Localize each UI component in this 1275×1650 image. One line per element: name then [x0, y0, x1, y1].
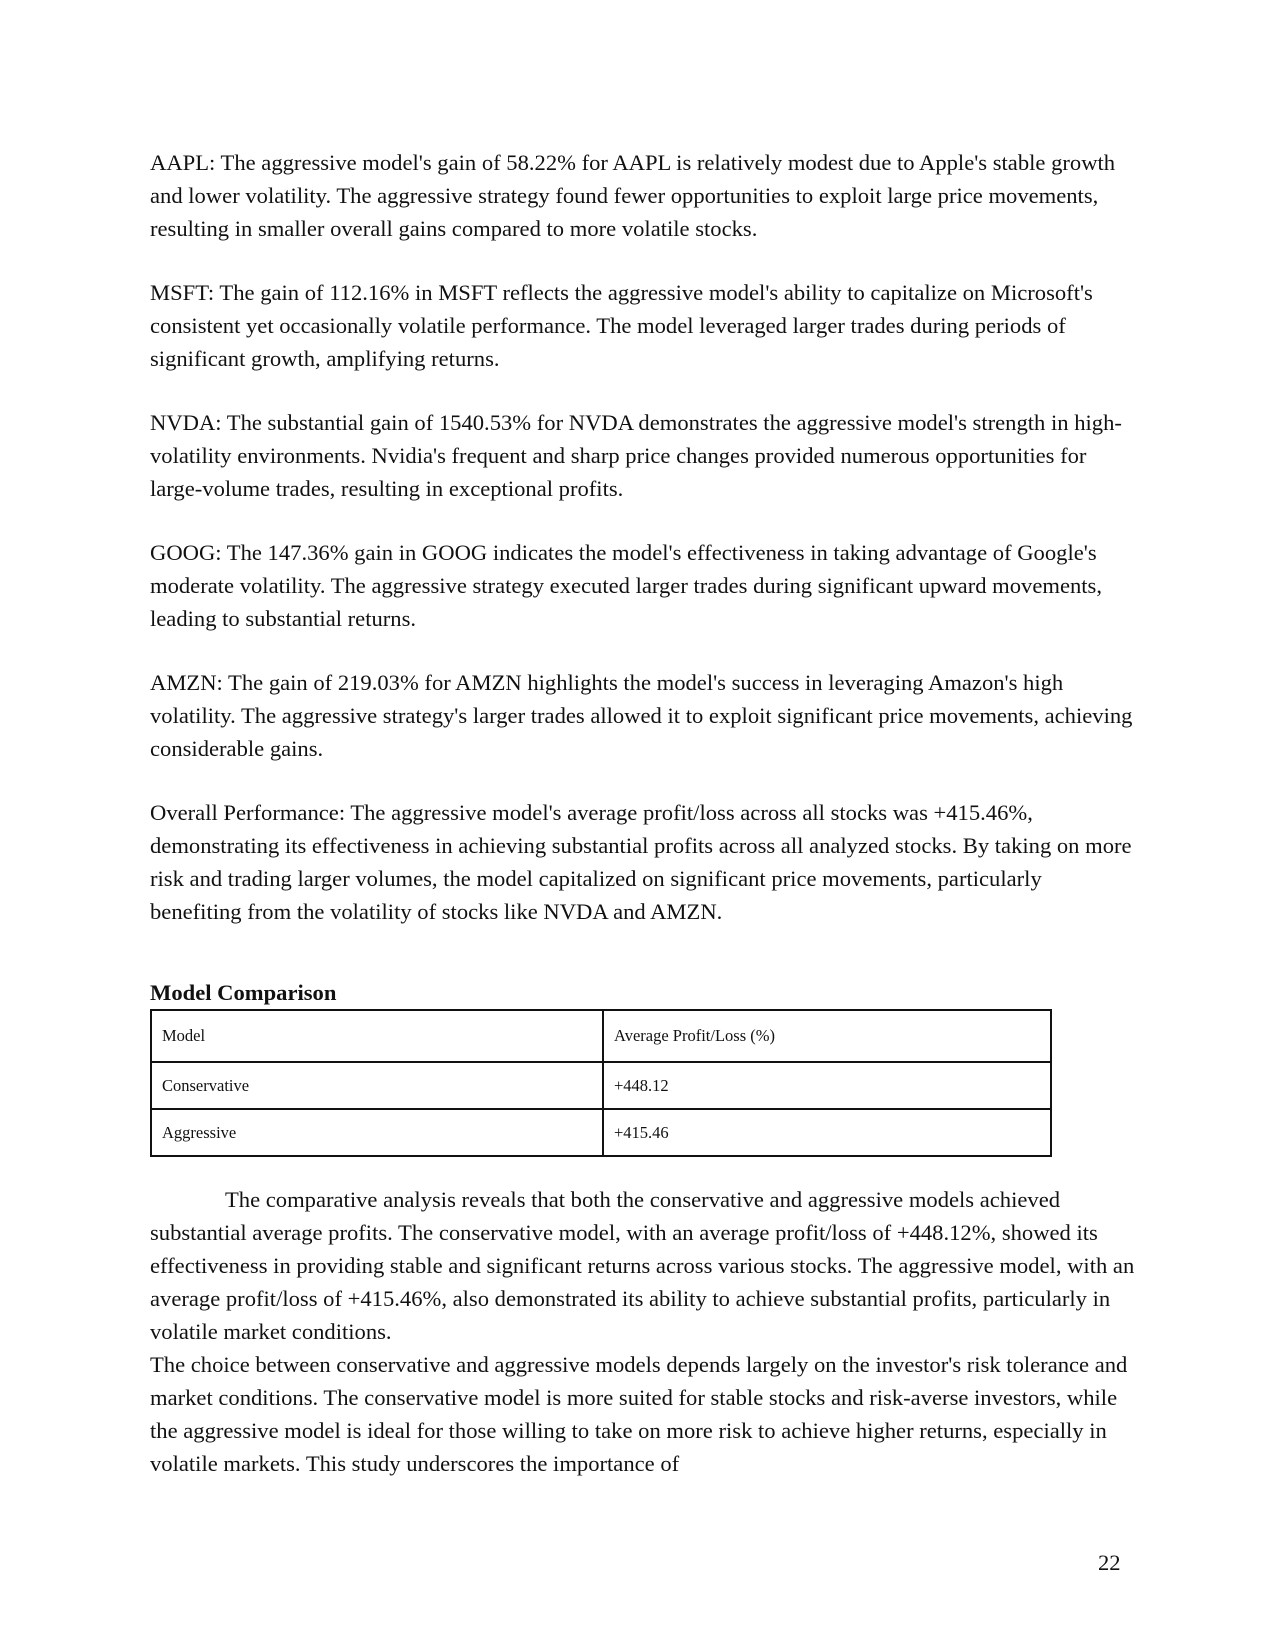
- model-comparison-table: [150, 1009, 1052, 1157]
- analysis-text-block: [150, 1183, 1135, 1480]
- table-header-cell: Average Profit/Loss (%): [603, 1010, 1051, 1062]
- paragraph-aapl: AAPL: The aggressive model's gain of 58.22% for AAPL is relatively modest due to Apple's stable growth and lower volatility. The aggressive strategy found fewer opportunities to exploit large price movements, resulting in smaller overall gains compared to more volatile stocks.: [150, 150, 1116, 241]
- page-number: 22: [1098, 1550, 1121, 1575]
- table-header-row: [151, 1010, 1051, 1062]
- analysis-paragraph-2: The choice between conservative and aggressive models depends largely on the investor's risk tolerance and market conditions. The conservative model is more suited for stable stocks and risk-averse investors, while the aggressive model is ideal for those willing to take on more risk to achieve higher returns, especially in volatile markets. This study underscores the importance of: [150, 1352, 1128, 1476]
- paragraph-msft: MSFT: The gain of 112.16% in MSFT reflects the aggressive model's ability to capitalize on Microsoft's consistent yet occasionally volatile performance. The model leveraged larger trades during periods of significant growth, amplifying returns.: [150, 280, 1093, 371]
- table-cell: Aggressive: [151, 1109, 603, 1156]
- table-cell: Conservative: [151, 1062, 603, 1109]
- section-heading-model-comparison: Model Comparison: [150, 980, 337, 1005]
- table-header-cell: Model: [151, 1010, 603, 1062]
- paragraph-overall-performance: Overall Performance: The aggressive model's average profit/loss across all stocks was +415.46%, demonstrating its effectiveness in achieving substantial profits across all analyzed stocks. By taking on more risk and trading larger volumes, the model capitalized on significant price movements, particularly benefiting from the volatility of stocks like NVDA and AMZN.: [150, 800, 1132, 924]
- paragraph-goog: GOOG: The 147.36% gain in GOOG indicates the model's effectiveness in taking advantage of Google's moderate volatility. The aggressive strategy executed larger trades during significant upward movements, leading to substantial returns.: [150, 540, 1102, 631]
- table-cell: +415.46: [603, 1109, 1051, 1156]
- paragraph-nvda: NVDA: The substantial gain of 1540.53% for NVDA demonstrates the aggressive model's strength in high-volatility environments. Nvidia's frequent and sharp price changes provided numerous opportunities for large-volume trades, resulting in exceptional profits.: [150, 410, 1122, 501]
- paragraph-amzn: AMZN: The gain of 219.03% for AMZN highlights the model's success in leveraging Amazon's high volatility. The aggressive strategy's larger trades allowed it to exploit significant price movements, achieving considerable gains.: [150, 670, 1133, 761]
- analysis-paragraph-1: The comparative analysis reveals that both the conservative and aggressive models achieved substantial average profits. The conservative model, with an average profit/loss of +448.12%, showed its effectiveness in providing stable and significant returns across various stocks. The aggressive model, with an average profit/loss of +415.46%, also demonstrated its ability to achieve substantial profits, particularly in volatile market conditions.: [150, 1187, 1135, 1344]
- table-row: [151, 1062, 1051, 1109]
- table-cell: +448.12: [603, 1062, 1051, 1109]
- table-row: [151, 1109, 1051, 1156]
